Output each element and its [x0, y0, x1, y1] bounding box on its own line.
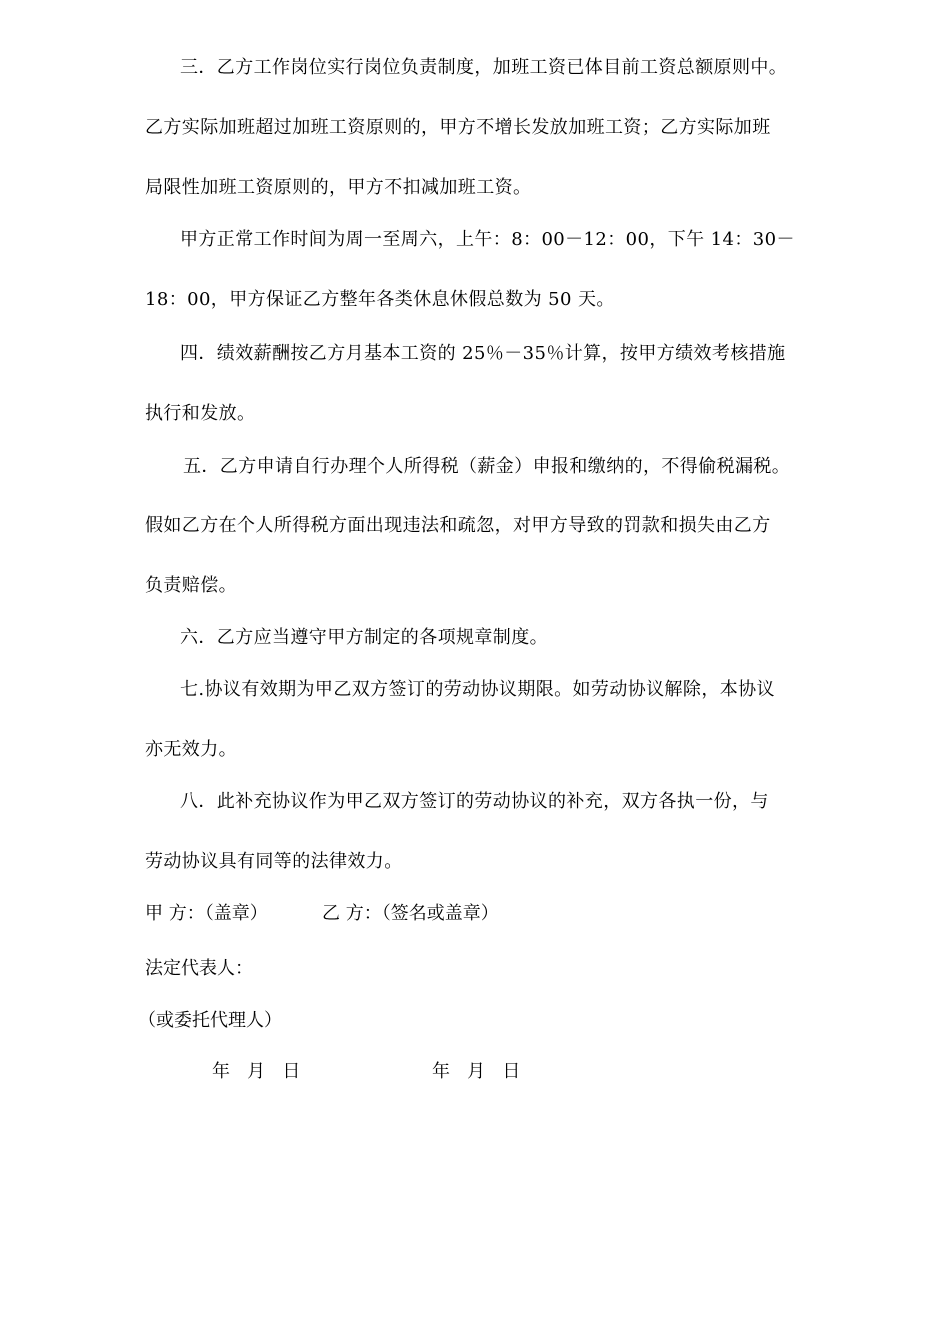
legal-representative-label: 法定代表人：: [145, 958, 253, 979]
clause-5-line-1: 五．乙方申请自行办理个人所得税（薪金）申报和缴纳的，不得偷税漏税。: [183, 456, 791, 477]
work-hours-line-1: 甲方正常工作时间为周一至周六，上午：8：00－12：00，下午 14：30－: [180, 229, 795, 250]
work-hours-line-2: 18：00，甲方保证乙方整年各类休息休假总数为 50 天。: [145, 289, 615, 310]
authorized-agent-label: （或委托代理人）: [138, 1010, 282, 1031]
clause-5-line-2: 假如乙方在个人所得税方面出现违法和疏忽，对甲方导致的罚款和损失由乙方: [145, 515, 771, 536]
clause-8-line-2: 劳动协议具有同等的法律效力。: [145, 851, 403, 872]
party-b-signature-label: 乙 方：（签名或盖章）: [322, 903, 499, 924]
clause-5-line-3: 负责赔偿。: [145, 575, 237, 596]
party-a-date: 年 月 日: [212, 1061, 301, 1082]
clause-8-line-1: 八．此补充协议作为甲乙双方签订的劳动协议的补充，双方各执一份，与: [180, 791, 769, 812]
clause-3-line-3: 局限性加班工资原则的，甲方不扣减加班工资。: [145, 177, 532, 198]
clause-6-line-1: 六．乙方应当遵守甲方制定的各项规章制度。: [180, 627, 548, 648]
party-a-signature-label: 甲 方：（盖章）: [145, 903, 268, 924]
clause-3-line-2: 乙方实际加班超过加班工资原则的，甲方不增长发放加班工资；乙方实际加班: [145, 117, 771, 138]
clause-7-line-1: 七.协议有效期为甲乙双方签订的劳动协议期限。如劳动协议解除，本协议: [180, 679, 775, 700]
clause-7-line-2: 亦无效力。: [145, 739, 237, 760]
clause-3-line-1: 三．乙方工作岗位实行岗位负责制度，加班工资已体目前工资总额原则中。: [180, 57, 788, 78]
party-b-date: 年 月 日: [432, 1061, 521, 1082]
clause-4-line-2: 执行和发放。: [145, 403, 256, 424]
clause-4-line-1: 四．绩效薪酬按乙方月基本工资的 25％－35％计算，按甲方绩效考核措施: [180, 343, 786, 364]
